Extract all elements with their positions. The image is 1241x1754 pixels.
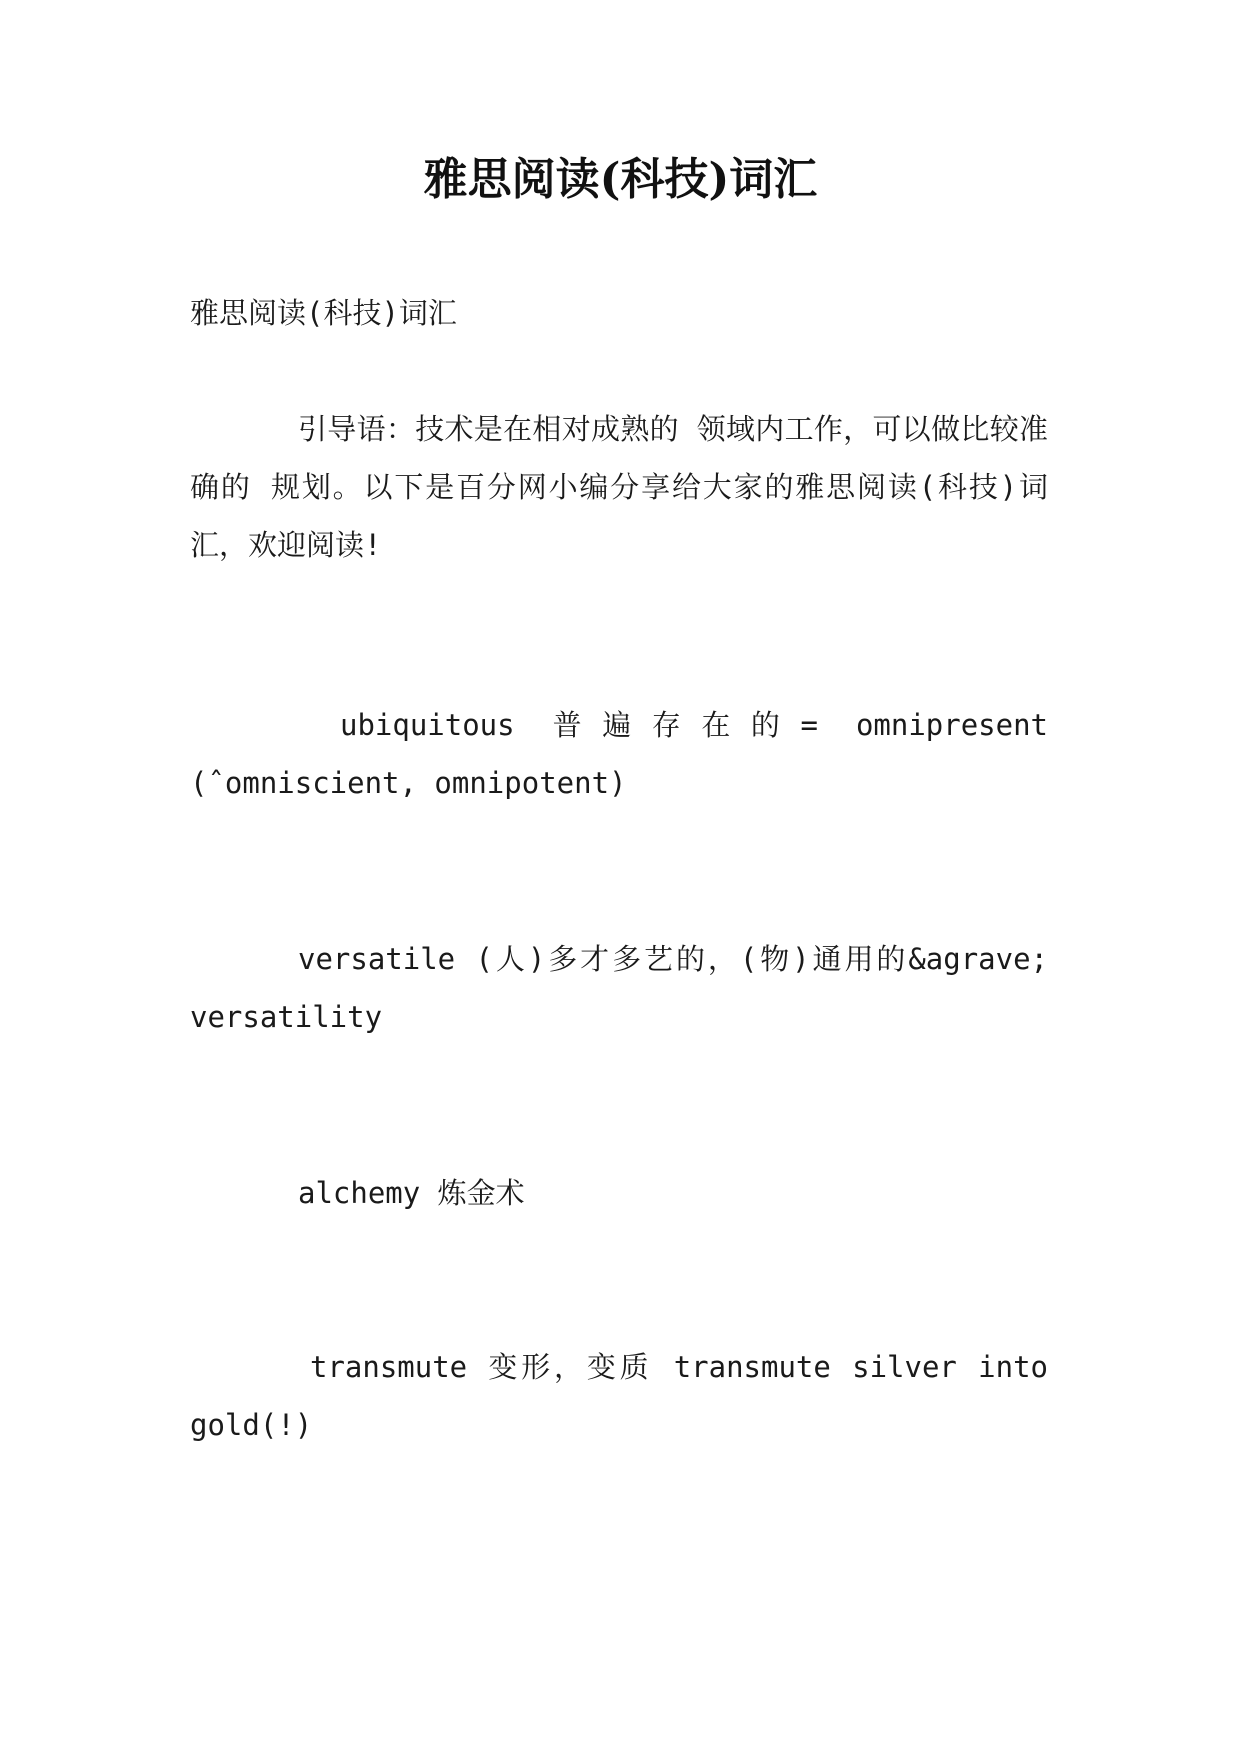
vocab-entry-ubiquitous: ubiquitous 普遍存在的= omnipresent (ˆomniscient, omnipotent) [190, 708, 1048, 800]
vocab-entry-transmute: transmute 变形，变质 transmute silver into gold(!) [190, 1350, 1048, 1442]
subtitle-paragraph: 雅思阅读(科技)词汇 [190, 296, 457, 330]
vocab-entry-versatile: versatile (人)多才多艺的，(物)通用的&agrave; versatility [190, 942, 1048, 1034]
intro-paragraph: 引导语：技术是在相对成熟的 领域内工作，可以做比较准确的 规划。以下是百分网小编分享给大家的雅思阅读(科技)词汇，欢迎阅读! [190, 412, 1048, 562]
vocab-entry-alchemy: alchemy 炼金术 [298, 1176, 525, 1210]
document-title: 雅思阅读(科技)词汇 [423, 154, 818, 205]
